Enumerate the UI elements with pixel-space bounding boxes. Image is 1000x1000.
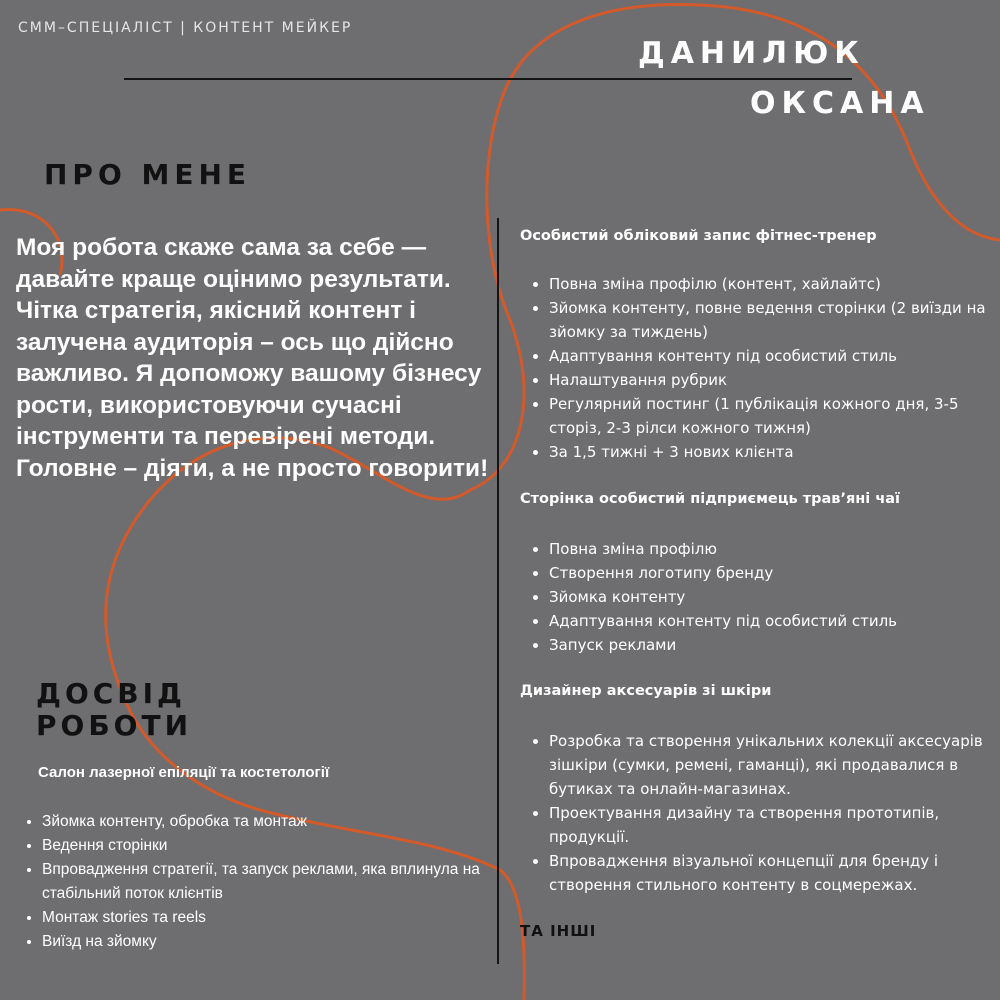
job-list-salon xyxy=(22,810,482,954)
list-item: • Створення логотипу бренду xyxy=(549,561,999,585)
list-item: • Зйомка контенту, повне ведення сторінки (2 виїзди на зйомку за тиждень) xyxy=(549,296,999,344)
job-title-leather-designer: Дизайнер аксесуарів зі шкіри xyxy=(520,683,772,699)
experience-heading-line2: РОБОТИ xyxy=(36,709,193,742)
job-list-leather-designer xyxy=(521,729,999,897)
job-title-salon: Салон лазерної епіляції та костетології xyxy=(38,764,330,781)
list-item: • Впровадження візуальної концепції для бренду і створення стильного контенту в соцмережах. xyxy=(549,849,999,897)
list-item: • Повна зміна профілю (контент, хайлайтс) xyxy=(549,272,999,296)
list-item: • Розробка та створення унікальних колекції аксесуарів зішкіри (сумки, ремені, гаманці), які продавалися в бутиках та онлайн-магазинах. xyxy=(549,729,999,801)
list-item: • Впровадження стратегії, та запуск реклами, яка вплинула на стабільний поток клієнтів xyxy=(42,858,482,906)
about-text: Моя робота скаже сама за себе — давайте краще оцінимо результати. Чітка стратегія, якісний контент і залучена аудиторія – ось що дійсно важливо. Я допоможу вашому бізнесу рости, використовуючи сучасні інструменти та перевірені методи. Головне – діяти, а не просто говорити! xyxy=(16,234,489,482)
column-divider xyxy=(497,218,499,964)
list-item: • Повна зміна профілю xyxy=(549,537,999,561)
job-title-fitness: Особистий обліковий запис фітнес-тренер xyxy=(520,228,877,244)
job-list-herbal-tea xyxy=(521,537,999,657)
name-first-line: ДАНИЛЮК xyxy=(638,36,865,71)
list-item: • Зйомка контенту, обробка та монтаж xyxy=(42,810,482,834)
experience-heading xyxy=(36,678,192,742)
list-item: • Ведення сторінки xyxy=(42,834,482,858)
others-label: ТА ІНШІ xyxy=(520,922,597,940)
header-subtitle: СММ–СПЕЦІАЛІСТ | КОНТЕНТ МЕЙКЕР xyxy=(18,20,353,36)
list-item: • Проектування дизайну та створення прототипів, продукції. xyxy=(549,801,999,849)
name-second-line: ОКСАНА xyxy=(750,86,930,121)
list-item: • Виїзд на зйомку xyxy=(42,930,482,954)
list-item: • Регулярний постинг (1 публікація кожного дня, 3-5 сторіз, 2-3 рілси кожного тижня) xyxy=(549,392,999,440)
header-divider xyxy=(124,78,852,80)
list-item: • Налаштування рубрик xyxy=(549,368,999,392)
job-list-fitness xyxy=(521,272,999,464)
experience-heading-line1: ДОСВІД xyxy=(36,677,186,710)
list-item: • Адаптування контенту під особистий стиль xyxy=(549,609,999,633)
job-title-herbal-tea: Сторінка особистий підприємець трав’яні чаї xyxy=(520,491,901,507)
list-item: • Монтаж stories та reels xyxy=(42,906,482,930)
list-item: • За 1,5 тижні + 3 нових клієнта xyxy=(549,440,999,464)
list-item: • Запуск реклами xyxy=(549,633,999,657)
list-item: • Зйомка контенту xyxy=(549,585,999,609)
about-heading: ПРО МЕНЕ xyxy=(44,158,252,191)
list-item: • Адаптування контенту під особистий стиль xyxy=(549,344,999,368)
